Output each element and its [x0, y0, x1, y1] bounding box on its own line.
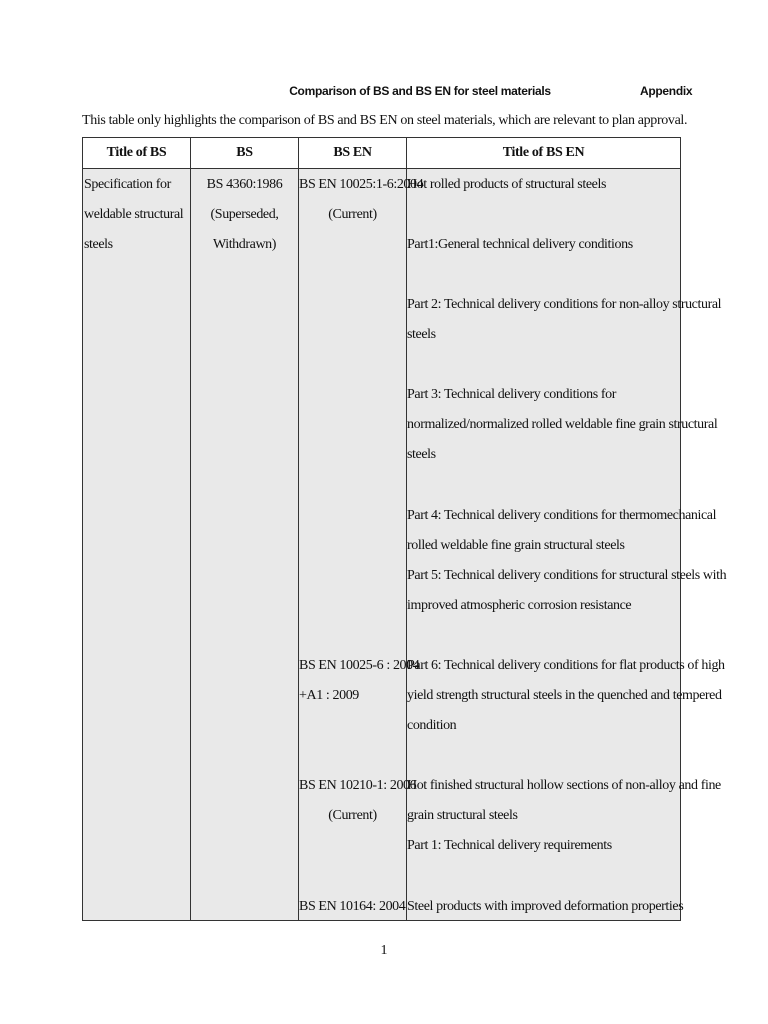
bs-en-title-line: Hot finished structural hollow sections of non-alloy and fine — [407, 778, 721, 793]
bs-en-status: (Current) — [328, 207, 377, 222]
bs-en-title-line: Part 3: Technical delivery conditions for — [407, 387, 617, 402]
title-of-bs-line: weldable structural — [84, 207, 184, 222]
column-header-bs-en: BS EN — [333, 145, 372, 160]
bs-en-title-line: normalized/normalized rolled weldable fine grain structural — [407, 417, 718, 432]
bs-en-code: BS EN 10164: 2004 — [299, 899, 406, 914]
bs-en-title-line: yield strength structural steels in the quenched and tempered — [407, 688, 722, 703]
bs-en-title-line: steels — [407, 327, 436, 342]
page-number: 1 — [380, 943, 388, 958]
bs-en-code: +A1 : 2009 — [299, 688, 359, 703]
bs-en-title-line: Part 1: Technical delivery requirements — [407, 838, 612, 853]
bs-en-title-line: steels — [407, 447, 436, 462]
bs-en-title-line: improved atmospheric corrosion resistance — [407, 598, 632, 613]
title-of-bs-line: steels — [84, 237, 113, 252]
bs-en-title-line: rolled weldable fine grain structural steels — [407, 538, 625, 553]
column-header-title-of-bs: Title of BS — [106, 145, 167, 160]
bs-en-status: (Current) — [328, 808, 377, 823]
bs-code-line: Withdrawn) — [212, 237, 277, 252]
bs-en-title-line: grain structural steels — [407, 808, 518, 823]
table-header-row — [83, 138, 680, 169]
title-of-bs-line: Specification for — [84, 177, 171, 192]
intro-text: This table only highlights the comparison of BS and BS EN on steel materials, which are relevant to plan approval. — [82, 113, 688, 128]
bs-en-title-line: Part1:General technical delivery conditions — [407, 237, 633, 252]
bs-en-code: BS EN 10025:1-6:2004 — [299, 177, 424, 192]
bs-en-title-line: Part 4: Technical delivery conditions for thermomechanical — [407, 508, 717, 523]
appendix-label: Appendix — [640, 84, 693, 98]
document-title: Comparison of BS and BS EN for steel materials — [289, 84, 551, 98]
bs-en-code: BS EN 10025-6 : 2004 — [299, 658, 420, 673]
column-header-bs: BS — [236, 145, 253, 160]
comparison-table — [82, 137, 727, 921]
bs-code-line: (Superseded, — [210, 207, 279, 222]
bs-en-title-line: Part 5: Technical delivery conditions for structural steels with — [407, 568, 727, 583]
bs-en-title-line: Part 2: Technical delivery conditions for non-alloy structural — [407, 297, 722, 312]
bs-en-title-line: Steel products with improved deformation properties — [407, 899, 684, 914]
bs-code-line: BS 4360:1986 — [206, 177, 283, 192]
bs-en-title-line: Part 6: Technical delivery conditions for flat products of high — [407, 658, 725, 673]
bs-en-code: BS EN 10210-1: 2006 — [299, 778, 417, 793]
bs-en-title-line: Hot rolled products of structural steels — [407, 177, 607, 192]
bs-en-title-line: condition — [407, 718, 457, 733]
column-header-title-of-bs-en: Title of BS EN — [502, 145, 585, 160]
